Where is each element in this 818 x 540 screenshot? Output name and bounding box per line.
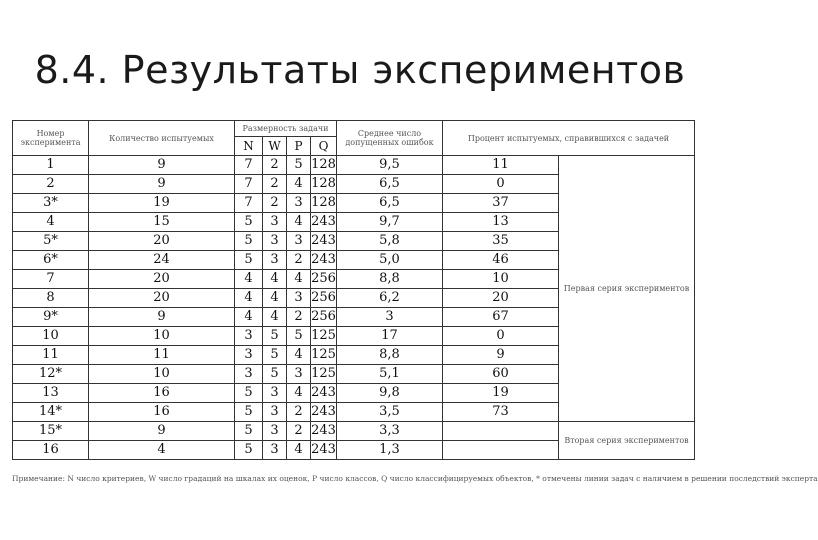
cell-q: 256 [311,289,337,308]
cell-p: 3 [287,365,311,384]
cell-n: 7 [235,156,263,175]
table-row [13,156,695,175]
cell-percent-solved [443,422,559,441]
cell-q: 125 [311,327,337,346]
cell-n: 3 [235,365,263,384]
cell-q: 128 [311,194,337,213]
cell-percent-solved: 73 [443,403,559,422]
cell-percent-solved: 46 [443,251,559,270]
cell-avg-errors: 6,5 [337,175,443,194]
cell-p: 2 [287,308,311,327]
cell-avg-errors: 3,3 [337,422,443,441]
cell-p: 5 [287,156,311,175]
cell-n: 5 [235,232,263,251]
cell-w: 3 [263,213,287,232]
cell-p: 4 [287,270,311,289]
cell-experiment-no: 4 [13,213,89,232]
cell-q: 243 [311,213,337,232]
cell-w: 5 [263,327,287,346]
cell-q: 243 [311,384,337,403]
cell-avg-errors: 5,1 [337,365,443,384]
header-subjects-count: Количество испытуемых [89,121,235,156]
cell-experiment-no: 15* [13,422,89,441]
cell-subjects-count: 10 [89,327,235,346]
cell-q: 128 [311,175,337,194]
cell-experiment-no: 8 [13,289,89,308]
cell-w: 5 [263,365,287,384]
cell-q: 256 [311,308,337,327]
cell-subjects-count: 11 [89,346,235,365]
cell-n: 4 [235,270,263,289]
cell-w: 3 [263,441,287,460]
cell-w: 3 [263,403,287,422]
cell-avg-errors: 3,5 [337,403,443,422]
results-table [12,120,695,460]
cell-p: 3 [287,289,311,308]
cell-p: 3 [287,194,311,213]
slide-title: 8.4. Результаты экспериментов [34,48,686,92]
cell-p: 4 [287,384,311,403]
cell-percent-solved: 9 [443,346,559,365]
series-second-label: Вторая серия экспериментов [559,422,695,460]
cell-w: 4 [263,270,287,289]
cell-experiment-no: 9* [13,308,89,327]
cell-n: 5 [235,441,263,460]
cell-subjects-count: 20 [89,270,235,289]
cell-percent-solved: 11 [443,156,559,175]
cell-q: 128 [311,156,337,175]
cell-experiment-no: 12* [13,365,89,384]
cell-n: 5 [235,422,263,441]
cell-subjects-count: 24 [89,251,235,270]
cell-avg-errors: 9,5 [337,156,443,175]
cell-w: 2 [263,194,287,213]
header-w: W [263,137,287,156]
cell-avg-errors: 8,8 [337,270,443,289]
cell-subjects-count: 20 [89,232,235,251]
cell-subjects-count: 19 [89,194,235,213]
cell-percent-solved: 10 [443,270,559,289]
cell-p: 2 [287,403,311,422]
cell-experiment-no: 5* [13,232,89,251]
cell-percent-solved: 60 [443,365,559,384]
cell-n: 5 [235,384,263,403]
header-avg-errors: Среднее число допущенных ошибок [337,121,443,156]
cell-w: 2 [263,175,287,194]
cell-experiment-no: 1 [13,156,89,175]
header-p: P [287,137,311,156]
cell-avg-errors: 3 [337,308,443,327]
cell-p: 3 [287,232,311,251]
cell-percent-solved [443,441,559,460]
footnote: Примечание: N число критериев, W число градаций на шкалах их оценок, P число классов, Q число классифицируемых объектов, * отмечены линии задач с наличием в решении последствий эксперта [12,474,818,483]
cell-p: 2 [287,251,311,270]
cell-subjects-count: 4 [89,441,235,460]
cell-n: 5 [235,213,263,232]
cell-avg-errors: 8,8 [337,346,443,365]
cell-q: 243 [311,441,337,460]
cell-experiment-no: 2 [13,175,89,194]
cell-q: 243 [311,422,337,441]
cell-n: 7 [235,175,263,194]
cell-experiment-no: 11 [13,346,89,365]
cell-experiment-no: 16 [13,441,89,460]
cell-q: 243 [311,251,337,270]
cell-percent-solved: 67 [443,308,559,327]
cell-p: 5 [287,327,311,346]
cell-percent-solved: 0 [443,327,559,346]
cell-subjects-count: 9 [89,175,235,194]
cell-subjects-count: 10 [89,365,235,384]
results-table-container [12,120,694,460]
cell-experiment-no: 10 [13,327,89,346]
cell-n: 5 [235,251,263,270]
cell-n: 7 [235,194,263,213]
cell-avg-errors: 9,8 [337,384,443,403]
cell-percent-solved: 37 [443,194,559,213]
cell-n: 3 [235,327,263,346]
cell-w: 3 [263,251,287,270]
cell-subjects-count: 16 [89,403,235,422]
cell-q: 243 [311,403,337,422]
cell-subjects-count: 9 [89,156,235,175]
header-percent-solved: Процент испытуемых, справившихся с задачей [443,121,695,156]
cell-q: 256 [311,270,337,289]
cell-subjects-count: 9 [89,308,235,327]
cell-subjects-count: 16 [89,384,235,403]
cell-p: 4 [287,441,311,460]
cell-experiment-no: 14* [13,403,89,422]
cell-avg-errors: 1,3 [337,441,443,460]
cell-p: 2 [287,422,311,441]
cell-subjects-count: 20 [89,289,235,308]
series-first-label: Первая серия экспериментов [559,156,695,422]
cell-avg-errors: 6,5 [337,194,443,213]
cell-w: 3 [263,232,287,251]
cell-w: 4 [263,308,287,327]
table-body [13,156,695,460]
cell-p: 4 [287,175,311,194]
cell-avg-errors: 6,2 [337,289,443,308]
cell-experiment-no: 13 [13,384,89,403]
header-n: N [235,137,263,156]
cell-p: 4 [287,213,311,232]
header-q: Q [311,137,337,156]
table-row [13,422,695,441]
cell-avg-errors: 17 [337,327,443,346]
cell-w: 3 [263,384,287,403]
cell-q: 125 [311,365,337,384]
cell-n: 5 [235,403,263,422]
cell-w: 5 [263,346,287,365]
cell-experiment-no: 7 [13,270,89,289]
header-experiment-no: Номер эксперимента [13,121,89,156]
cell-subjects-count: 15 [89,213,235,232]
cell-n: 4 [235,289,263,308]
cell-w: 2 [263,156,287,175]
cell-percent-solved: 20 [443,289,559,308]
cell-percent-solved: 0 [443,175,559,194]
cell-percent-solved: 19 [443,384,559,403]
cell-q: 125 [311,346,337,365]
cell-subjects-count: 9 [89,422,235,441]
cell-percent-solved: 13 [443,213,559,232]
cell-experiment-no: 6* [13,251,89,270]
cell-q: 243 [311,232,337,251]
cell-percent-solved: 35 [443,232,559,251]
header-task-dimension: Размерность задачи [235,121,337,137]
cell-w: 4 [263,289,287,308]
cell-avg-errors: 5,8 [337,232,443,251]
cell-p: 4 [287,346,311,365]
cell-w: 3 [263,422,287,441]
cell-experiment-no: 3* [13,194,89,213]
cell-avg-errors: 5,0 [337,251,443,270]
cell-avg-errors: 9,7 [337,213,443,232]
cell-n: 3 [235,346,263,365]
cell-n: 4 [235,308,263,327]
